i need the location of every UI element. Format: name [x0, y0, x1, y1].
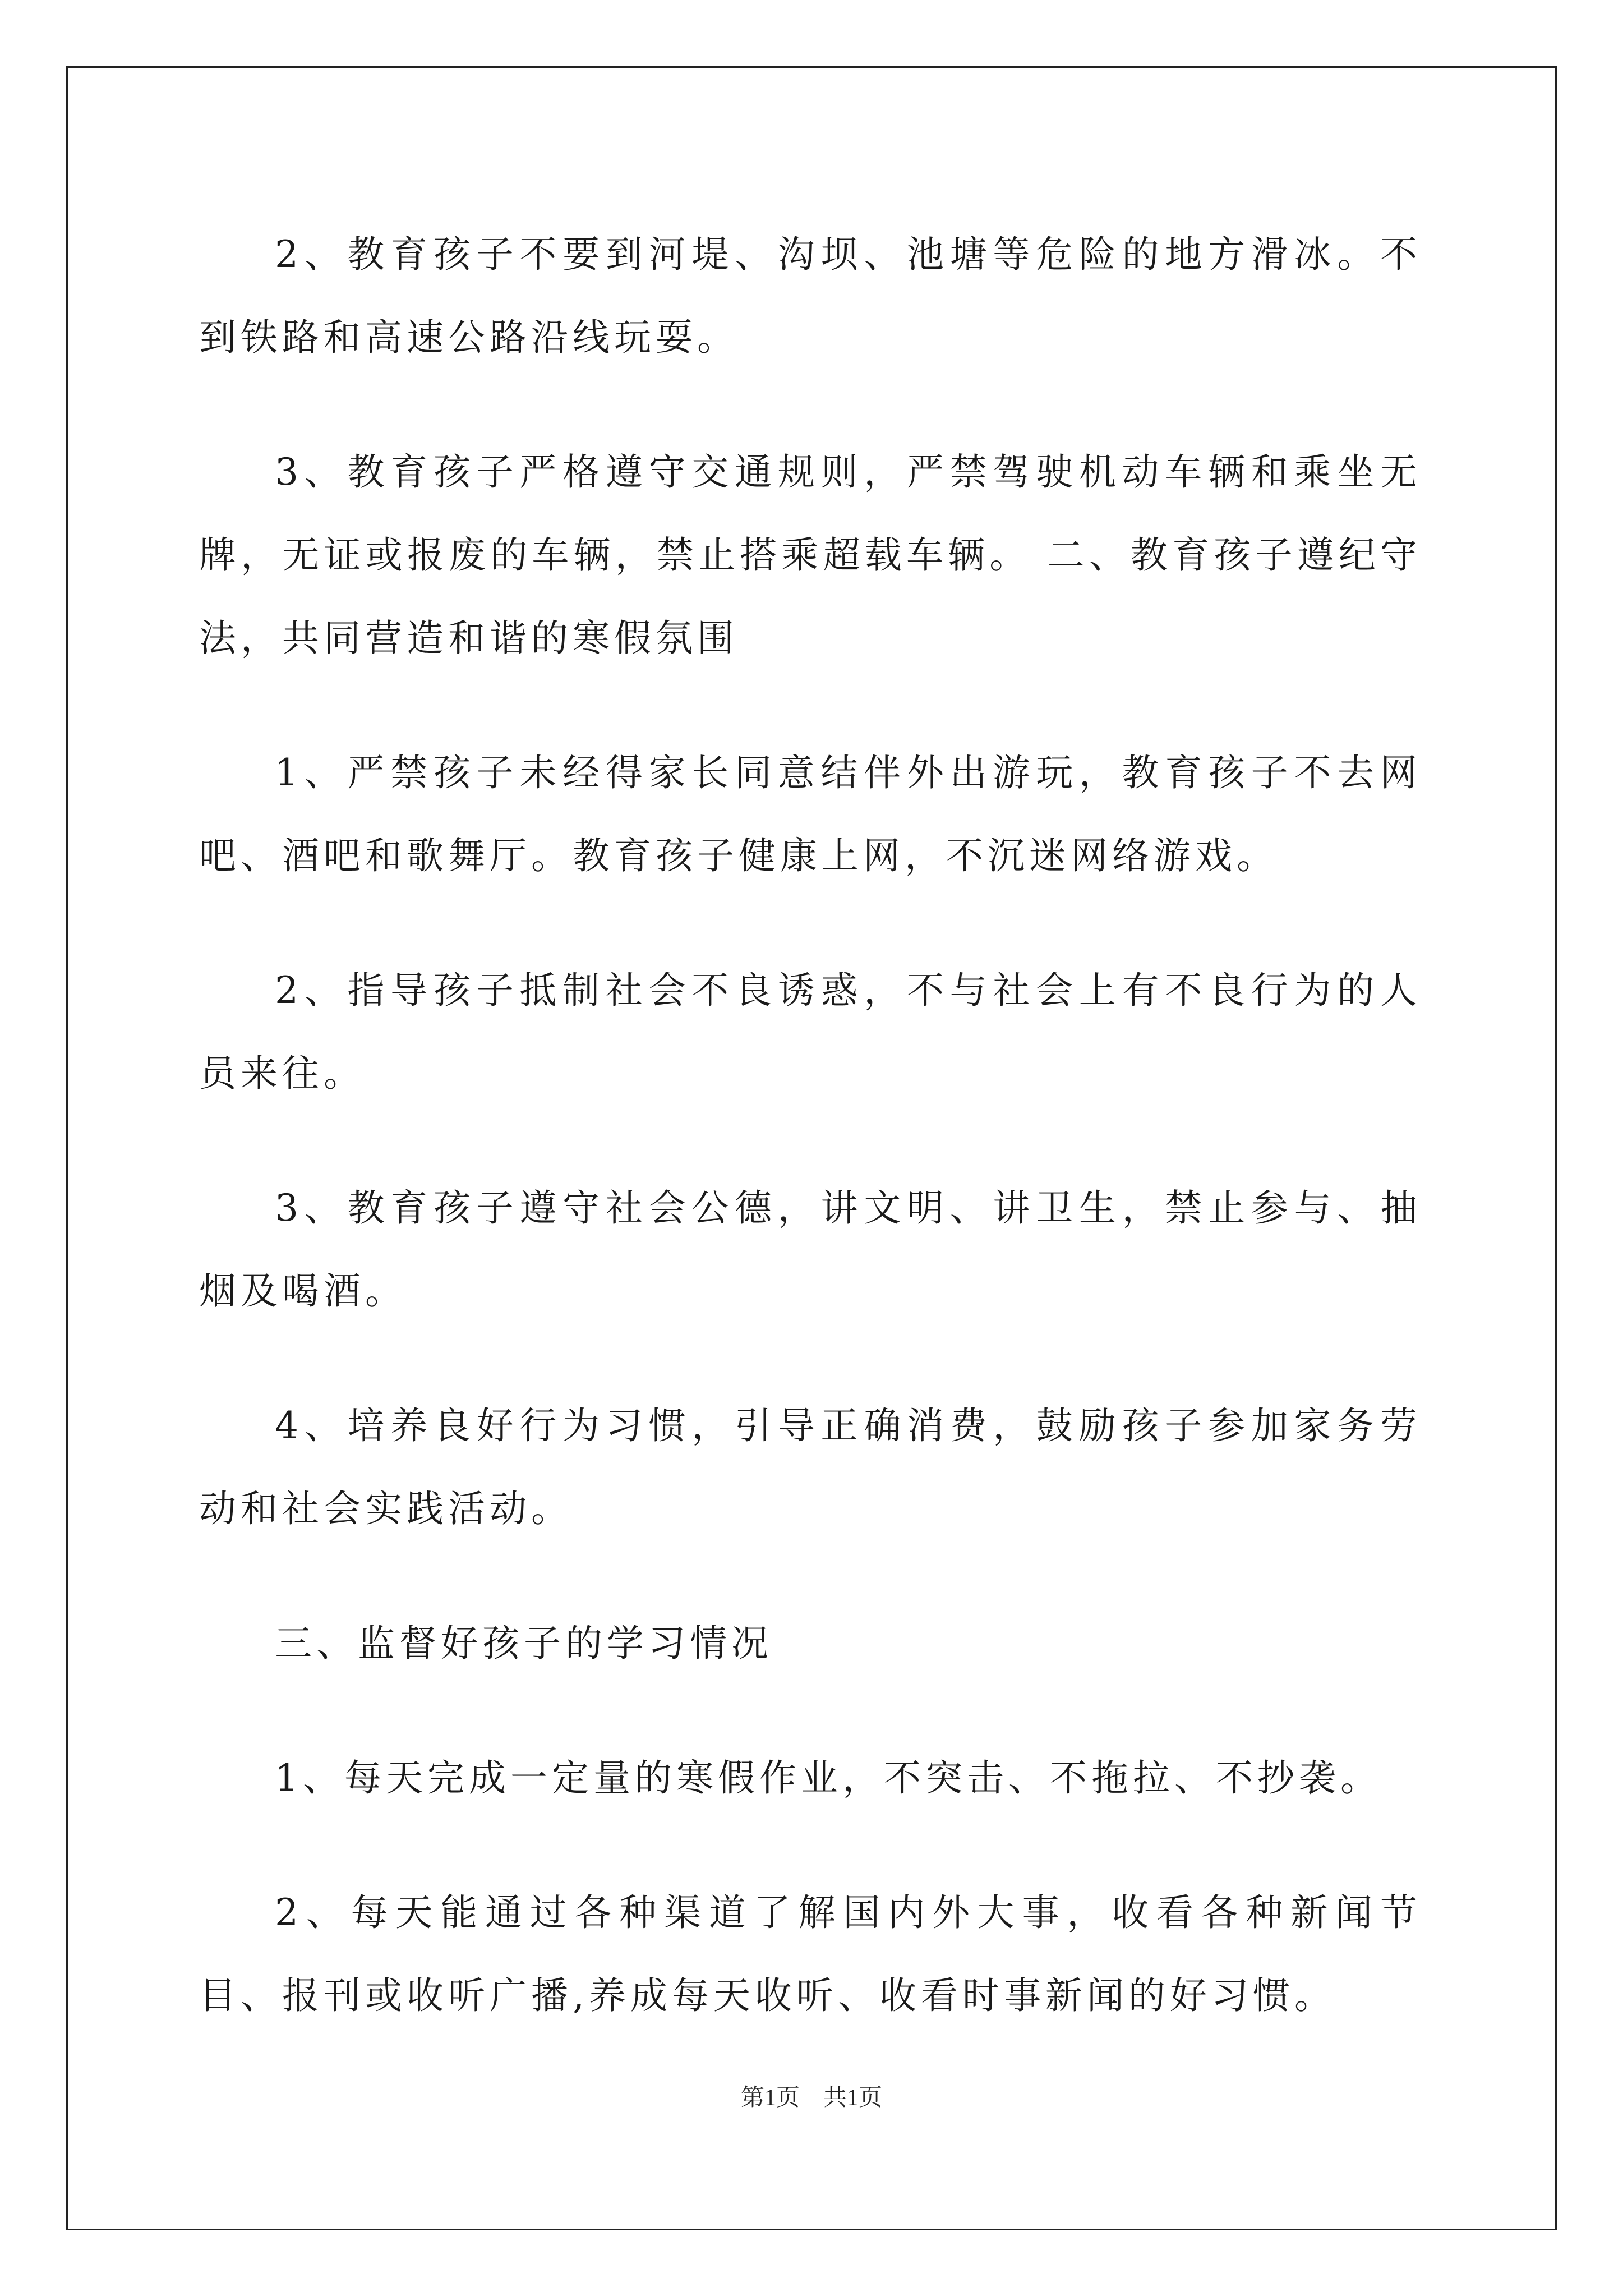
page-number-footer: 第1页 共1页 — [740, 2085, 882, 2111]
paragraph: 2、教育孩子不要到河堤、沟坝、池塘等危险的地方滑冰。不到铁路和高速公路沿线玩耍。 — [199, 233, 1422, 359]
document-body — [199, 213, 1422, 2089]
paragraph: 3、教育孩子严格遵守交通规则，严禁驾驶机动车辆和乘坐无牌，无证或报废的车辆，禁止搭乘超载车辆。 二、教育孩子遵纪守法，共同营造和谐的寒假氛围 — [199, 450, 1422, 660]
paragraph: 2、指导孩子抵制社会不良诱惑，不与社会上有不良行为的人员来往。 — [199, 969, 1422, 1095]
paragraph: 1、每天完成一定量的寒假作业，不突击、不拖拉、不抄袭。 — [275, 1756, 1382, 1800]
paragraph: 4、培养良好行为习惯，引导正确消费，鼓励孩子参加家务劳动和社会实践活动。 — [199, 1404, 1422, 1530]
section-heading: 三、监督好孩子的学习情况 — [275, 1622, 773, 1665]
paragraph: 3、教育孩子遵守社会公德，讲文明、讲卫生，禁止参与、抽烟及喝酒。 — [199, 1186, 1422, 1313]
paragraph: 1、严禁孩子未经得家长同意结伴外出游玩，教育孩子不去网吧、酒吧和歌舞厅。教育孩子健康上网，不沉迷网络游戏。 — [199, 751, 1422, 877]
paragraph: 2、每天能通过各种渠道了解国内外大事，收看各种新闻节目、报刊或收听广播,养成每天收听、收看时事新闻的好习惯。 — [199, 1891, 1422, 2017]
